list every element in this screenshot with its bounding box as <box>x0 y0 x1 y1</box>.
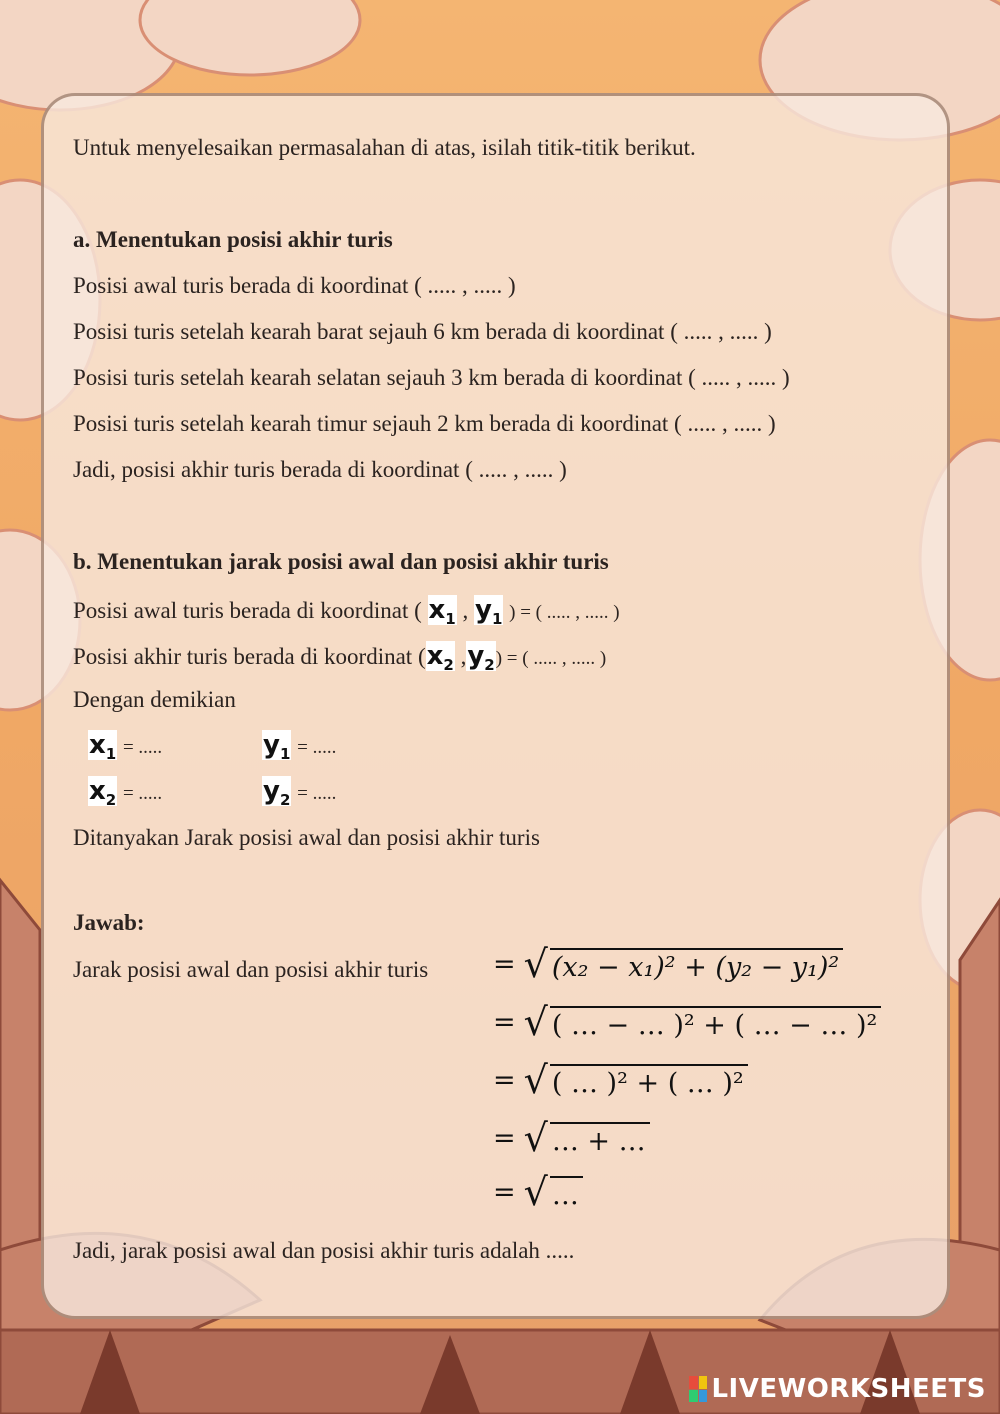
equation-step-5: = √ … <box>493 1173 583 1211</box>
dengan-demikian: Dengan demikian <box>73 687 236 712</box>
equation-step-3: = √ ( … )² + ( … )² <box>493 1061 748 1099</box>
difference-blank: ( … )² + ( … )² <box>550 1064 748 1099</box>
comma: , <box>462 598 469 623</box>
section-a-title: a. Menentukan posisi akhir turis <box>73 227 393 252</box>
akhir-coordinate-blank: ) = ( ..... , ..... ) <box>495 648 607 669</box>
distance-formula: (x₂ − x₁)² + (y₂ − y₁)² <box>550 948 843 983</box>
equation-step-1: = √ (x₂ − x₁)² + (y₂ − y₁)² <box>493 945 843 983</box>
section-a-line-3: Posisi turis setelah kearah selatan sejauh 3 km berada di koordinat ( ..... , ..... ) <box>73 365 790 390</box>
intro-text: Untuk menyelesaikan permasalahan di atas, isilah titik-titik berikut. <box>73 135 696 160</box>
x1-label: $x_1$ <box>428 595 456 629</box>
comma: , <box>460 644 467 669</box>
y1-label: $y_1$ <box>474 595 503 629</box>
x2-value: $x_2$ = ..... <box>89 776 163 810</box>
equation-step-2: = √ ( … − … )² + ( … − … )² <box>493 1003 881 1041</box>
awal-coordinate-blank: ) = ( ..... , ..... ) <box>509 602 620 623</box>
y2-value: $y_2$ = ..... <box>263 776 337 810</box>
conclusion-text: Jadi, jarak posisi awal dan posisi akhir turis adalah ..... <box>73 1238 575 1263</box>
awal-prefix: Posisi awal turis berada di koordinat ( <box>73 598 422 623</box>
y2-label: $y_2$ <box>467 641 495 675</box>
section-a-line-4: Posisi turis setelah kearah timur sejauh 2 km berada di koordinat ( ..... , ..... ) <box>73 411 776 436</box>
brand-name: LIVEWORKSHEETS <box>711 1374 986 1404</box>
ditanyakan-text: Ditanyakan Jarak posisi awal dan posisi akhir turis <box>73 825 540 850</box>
jawab-label: Jawab: <box>73 910 145 935</box>
jarak-label: Jarak posisi awal dan posisi akhir turis <box>73 957 429 982</box>
x1-value: $x_1$ = ..... <box>89 730 163 764</box>
awal-coordinate-line <box>73 595 620 628</box>
x2-label: $x_2$ <box>426 641 454 675</box>
section-a-line-2: Posisi turis setelah kearah barat sejauh 6 km berada di koordinat ( ..... , ..... ) <box>73 319 772 344</box>
akhir-prefix: Posisi akhir turis berada di koordinat ( <box>73 644 426 669</box>
substitution-blank: ( … − … )² + ( … − … )² <box>550 1006 881 1041</box>
section-a-line-1: Posisi awal turis berada di koordinat ( ..... , ..... ) <box>73 273 516 298</box>
liveworksheets-brand <box>689 1374 986 1404</box>
equation-step-4: = √ … + … <box>493 1119 650 1157</box>
liveworksheets-logo-icon <box>689 1376 707 1402</box>
akhir-coordinate-line <box>73 641 606 674</box>
section-a-line-5: Jadi, posisi akhir turis berada di koordinat ( ..... , ..... ) <box>73 457 567 482</box>
result-blank: … <box>550 1176 583 1211</box>
sum-blank: … + … <box>550 1122 650 1157</box>
section-b-title: b. Menentukan jarak posisi awal dan posisi akhir turis <box>73 549 609 574</box>
y1-value: $y_1$ = ..... <box>263 730 337 764</box>
